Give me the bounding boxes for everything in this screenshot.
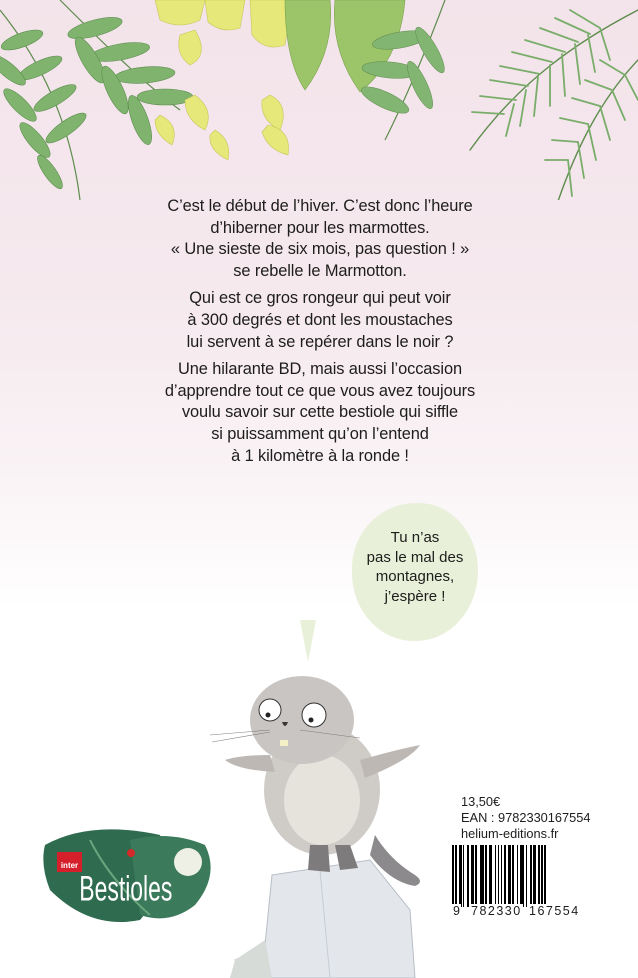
price: 13,50€ — [461, 794, 501, 809]
blurb-line: à 300 degrés et dont les moustaches — [187, 310, 453, 329]
speech-bubble-text — [352, 528, 478, 606]
svg-text:inter: inter — [60, 861, 79, 870]
blurb-line: voulu savoir sur cette bestiole qui siffle — [181, 403, 459, 422]
barcode — [452, 845, 588, 913]
book-info — [461, 794, 591, 842]
blurb-line: se rebelle le Marmotton. — [233, 261, 407, 280]
blurb-paragraph-3 — [140, 359, 500, 467]
barcode-digits-right: 167554 — [529, 904, 580, 918]
bubble-line: pas le mal des — [366, 548, 464, 566]
blurb-line: à 1 kilomètre à la ronde ! — [231, 446, 409, 465]
blurb-line: « Une sieste de six mois, pas question ! » — [170, 240, 470, 259]
back-cover-blurb — [140, 196, 500, 473]
blurb-line: d’hiberner pour les marmottes. — [210, 218, 430, 237]
bubble-line: j’espère ! — [384, 587, 446, 605]
marmot-illustration — [210, 660, 440, 978]
blurb-line: lui servent à se repérer dans le noir ? — [186, 332, 454, 351]
svg-text:Bestioles: Bestioles — [79, 869, 173, 909]
bestioles-series-logo — [30, 820, 230, 940]
bubble-line: Tu n’as — [390, 529, 440, 546]
blurb-line: d’apprendre tout ce que vous avez toujours — [164, 381, 476, 400]
bubble-line: montagnes, — [375, 568, 455, 585]
barcode-digit-first: 9 — [453, 904, 460, 918]
blurb-line: Qui est ce gros rongeur qui peut voir — [189, 289, 451, 308]
ean-code: EAN : 9782330167554 — [461, 810, 591, 825]
foliage-illustration — [0, 0, 638, 200]
speech-bubble-tail — [300, 620, 316, 662]
blurb-line: Une hilarante BD, mais aussi l’occasion — [178, 360, 462, 379]
barcode-digits-left: 782330 — [471, 904, 522, 918]
publisher-website: helium-editions.fr — [461, 826, 559, 841]
blurb-line: C’est le début de l’hiver. C’est donc l’heure — [167, 197, 473, 215]
blurb-paragraph-2 — [140, 288, 500, 353]
blurb-paragraph-1 — [140, 196, 500, 282]
blurb-line: si puissamment qu’on l’entend — [211, 424, 429, 443]
